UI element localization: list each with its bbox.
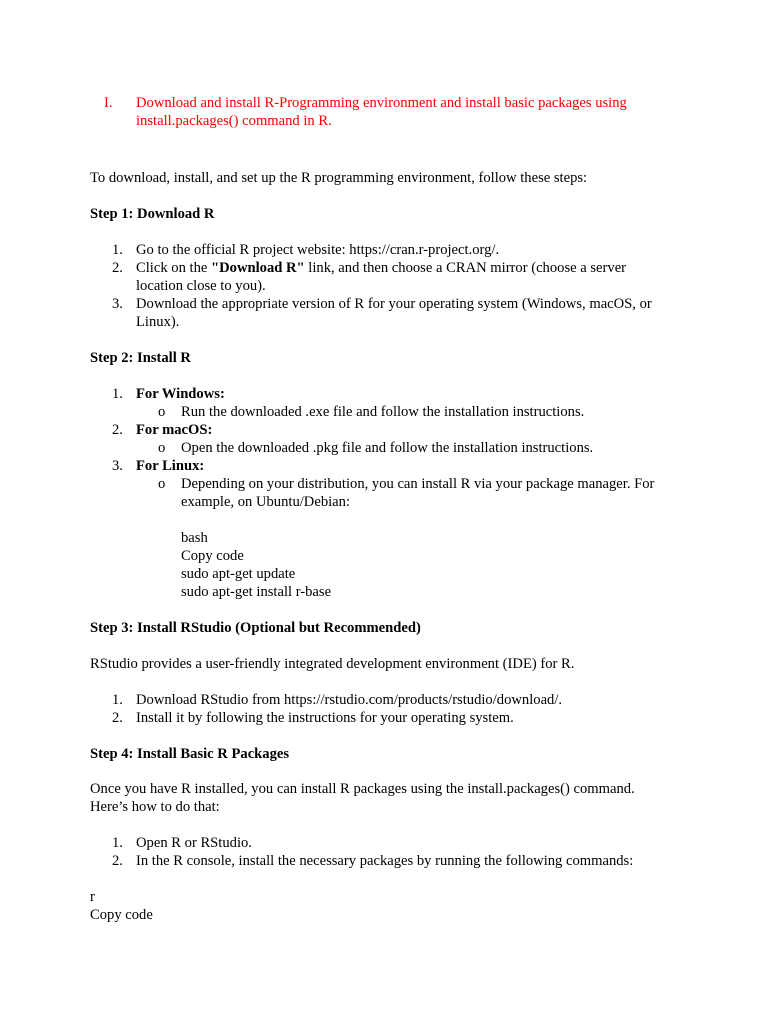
step2-item3-label: For Linux:: [136, 458, 205, 474]
step2-item2-bullet: o: [158, 440, 166, 456]
step2-item1-sub: Run the downloaded .exe file and follow the installation instructions.: [181, 404, 585, 420]
step2-item2-number: 2.: [112, 422, 123, 438]
step3-title: Step 3: Install RStudio (Optional but Recommended): [90, 620, 421, 636]
heading-numeral: I.: [104, 95, 113, 111]
step3-description: RStudio provides a user-friendly integrated development environment (IDE) for R.: [90, 656, 575, 672]
step2-item3-number: 3.: [112, 458, 123, 474]
step1-item3-text-cont: Linux).: [136, 314, 180, 330]
step2-code-line-2: sudo apt-get install r-base: [181, 584, 332, 600]
step2-item3-sub: Depending on your distribution, you can install R via your package manager. For: [181, 476, 655, 492]
step4-item1-number: 1.: [112, 835, 123, 851]
step3-item1-number: 1.: [112, 692, 123, 708]
step2-item3-bullet: o: [158, 476, 166, 492]
step1-item3-number: 3.: [112, 296, 123, 312]
step2-copy-code[interactable]: Copy code: [181, 548, 244, 564]
step2-item1-bullet: o: [158, 404, 166, 420]
heading-line-1: Download and install R-Programming environment and install basic packages using: [136, 95, 627, 111]
step2-code-line-1: sudo apt-get update: [181, 566, 296, 582]
step1-title: Step 1: Download R: [90, 206, 215, 222]
step1-item2-text: Click on the "Download R" link, and then choose a CRAN mirror (choose a server: [136, 260, 627, 276]
step4-description-line-2: Here’s how to do that:: [90, 799, 220, 815]
step4-item2-number: 2.: [112, 853, 123, 869]
step4-description-line-1: Once you have R installed, you can install R packages using the install.packages() command.: [90, 781, 635, 797]
step3-item2-number: 2.: [112, 710, 123, 726]
step4-copy-code[interactable]: Copy code: [90, 907, 153, 923]
heading-line-2: install.packages() command in R.: [136, 113, 332, 129]
step1-item2-number: 2.: [112, 260, 123, 276]
step2-item2-sub: Open the downloaded .pkg file and follow the installation instructions.: [181, 440, 594, 456]
step1-item2-text-cont: location close to you).: [136, 278, 266, 294]
step3-item2-text: Install it by following the instructions for your operating system.: [136, 710, 514, 726]
step4-item2-text: In the R console, install the necessary packages by running the following commands:: [136, 853, 634, 869]
step1-item3-text: Download the appropriate version of R for your operating system (Windows, macOS, or: [136, 296, 652, 312]
step4-code-lang: r: [90, 889, 95, 905]
intro-paragraph: To download, install, and set up the R programming environment, follow these steps:: [90, 170, 588, 186]
step2-item3-sub-cont: example, on Ubuntu/Debian:: [181, 494, 351, 510]
step2-item1-number: 1.: [112, 386, 123, 402]
step3-item1-text: Download RStudio from https://rstudio.com/products/rstudio/download/.: [136, 692, 563, 708]
step2-code-lang: bash: [181, 530, 208, 546]
step1-item1-text: Go to the official R project website: https://cran.r-project.org/.: [136, 242, 500, 258]
step2-title: Step 2: Install R: [90, 350, 191, 366]
step4-title: Step 4: Install Basic R Packages: [90, 746, 290, 762]
step2-item2-label: For macOS:: [136, 422, 213, 438]
step1-item1-number: 1.: [112, 242, 123, 258]
step2-item1-label: For Windows:: [136, 386, 225, 402]
step4-item1-text: Open R or RStudio.: [136, 835, 252, 851]
